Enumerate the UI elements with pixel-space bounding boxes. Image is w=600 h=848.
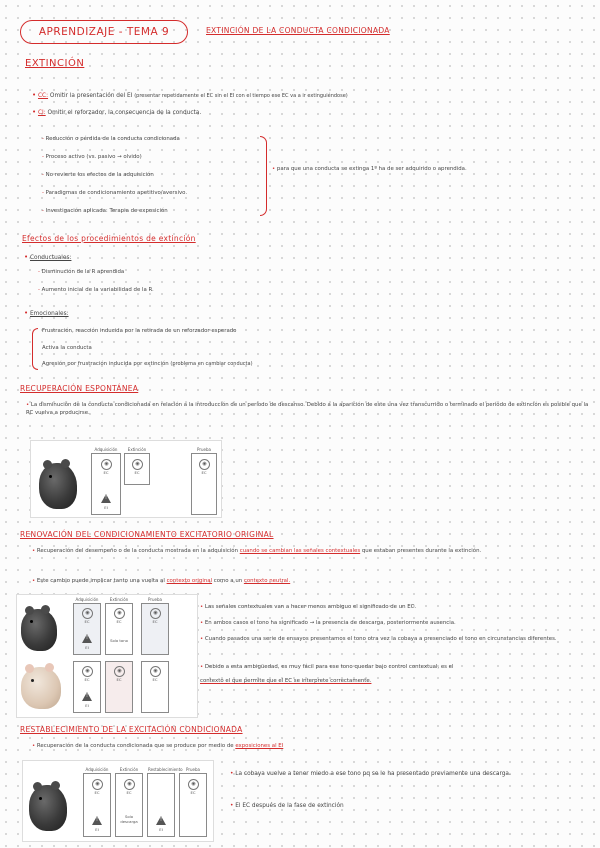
page-title: APRENDIZAJE - TEMA 9: [20, 20, 188, 44]
emocionales-label: • Emocionales:: [24, 309, 69, 317]
speaker-icon: ◉: [150, 666, 161, 677]
renovacion-bullet-1: • Recuperación del desempeño o de la conducta mostrada en la adquisición cuando se cambian las señales contextuales que estaban presentes durante la extinción.: [32, 548, 482, 554]
speaker-icon: ◉: [132, 459, 143, 470]
curly-brace: [260, 136, 267, 216]
extincion-list: [42, 136, 187, 226]
phase-panel-adquisicion: Adquisición ◉ EC ! EI: [91, 453, 121, 515]
efectos-heading: Efectos de los procedimientos de extinción: [22, 234, 196, 243]
shock-warning-icon: [92, 816, 102, 825]
recuperacion-heading: RECUPERACIÓN ESPONTÁNEA: [20, 384, 139, 393]
mouse-illustration: [21, 667, 61, 709]
speaker-icon: ◉: [114, 666, 125, 677]
figure-renovacion: [16, 594, 198, 718]
list-item: - Proceso activo (vs. pasivo → olvido): [42, 154, 142, 160]
phase-panel-prueba: Prueba ◉ EC: [191, 453, 217, 515]
renovacion-notes: [200, 604, 592, 692]
phase-panel-prueba: Prueba ◉ EC: [179, 773, 207, 837]
speaker-icon: ◉: [124, 779, 135, 790]
speaker-icon: ◉: [101, 459, 112, 470]
speaker-icon: ◉: [92, 779, 103, 790]
figure-restablecimiento: [22, 760, 214, 842]
restablecimiento-bullet: • Recuperación de la conducta condicionada que se produce por medio de exposiciones al EI: [32, 743, 284, 749]
extincion-heading: EXTINCIÓN: [25, 58, 85, 69]
list-item: - Aumento inicial de la variabilidad de la R.: [38, 287, 154, 293]
recuperacion-text: • La disminución de la conducta condicionada en relación a la introducción de un período de descanso. Debido a la aparición de este una vez transcurrido o terminado el período de extinción es posible que la RC vuelva a producirse.: [26, 402, 589, 416]
list-item: - Paradigmas de condicionamiento apetitivo/aversivo.: [42, 190, 188, 196]
phase-panel-adquisicion: ◉ EC ! EI: [73, 661, 101, 713]
speaker-icon: ◉: [114, 608, 125, 619]
list-item: Activa la conducta: [42, 345, 92, 351]
brace-note: • para que una conducta se extinga 1º ha de ser adquirido o aprendida.: [272, 166, 467, 172]
list-item: • Las señales contextuales van a hacer menos ambiguo el significado de un EC.: [200, 604, 417, 610]
list-item: Agresión por frustración inducida por extinción (problema en cambiar conducta): [42, 361, 253, 367]
list-item: • En ambos casos el tono ha significado → la presencia de descarga, posteriormente ausencia.: [200, 620, 456, 626]
figure-recuperacion: [30, 440, 222, 518]
mouse-illustration: [21, 609, 57, 651]
list-item: • El EC después de la fase de extinción: [230, 803, 344, 809]
ci-line: • CI: Omitir el reforzador, la consecuencia de la conducta.: [32, 108, 202, 116]
shock-warning-icon: [82, 692, 92, 701]
phase-panel-extincion: ◉ EC: [105, 661, 133, 713]
left-brace: [32, 328, 38, 370]
list-item: - No revierte los efectos de la adquisición: [42, 172, 154, 178]
list-item: - Disminución de la R aprendida: [38, 269, 125, 275]
phase-panel-prueba: ◉ EC: [141, 661, 169, 713]
renovacion-bullet-2: • Este cambio puede implicar tanto una vuelta al contexto original como a un contexto neutral.: [32, 578, 291, 584]
page-subtitle: EXTINCIÓN DE LA CONDUCTA CONDICIONADA: [206, 26, 390, 35]
mouse-illustration: [29, 785, 67, 831]
phase-panel-extincion: Extinción ◉ EC: [124, 453, 150, 485]
speaker-icon: ◉: [188, 779, 199, 790]
speaker-icon: ◉: [82, 666, 93, 677]
cc-line: • CC: Omitir la presentación del EI (presentar repetidamente el EC sin el EI con el tiempo ese EC va a ir extinguiéndose): [32, 91, 348, 99]
list-item: - Reducción o pérdida de la conducta condicionada: [42, 136, 180, 142]
phase-panel-adquisicion: Adquisición ◉ EC ! EI: [83, 773, 111, 837]
list-item: • Cuando pasados una serie de ensayos presentamos el tono otra vez la cobaya a presenciado el tono en circunstancias diferentes.: [200, 636, 557, 642]
phase-panel-restablecimiento: Restablecimiento ! EI: [147, 773, 175, 837]
restablecimiento-heading: RESTABLECIMIENTO DE LA EXCITACIÓN CONDICIONADA: [20, 725, 243, 734]
shock-warning-icon: [156, 816, 166, 825]
list-item: Frustración, reacción inducida por la retirada de un reforzador esperado: [42, 328, 237, 334]
phase-panel-adquisicion: Adquisición ◉ EC ! EI: [73, 603, 101, 655]
shock-warning-icon: [101, 494, 111, 503]
speaker-icon: ◉: [82, 608, 93, 619]
list-item: contexto el que permite que el EC se interprete correctamente.: [200, 678, 372, 684]
list-item: • Debido a esta ambigüedad, es muy fácil para ese tono quedar bajo control contextual, es el: [200, 664, 454, 670]
phase-panel-prueba: Prueba ◉ EC: [141, 603, 169, 655]
phase-panel-extincion: Extinción ◉ EC Solo descarga: [115, 773, 143, 837]
shock-warning-icon: [82, 634, 92, 643]
speaker-icon: ◉: [150, 608, 161, 619]
list-item: - Investigación aplicada: Terapia de exposición: [42, 208, 168, 214]
conductuales-label: • Conductuales:: [24, 253, 72, 261]
restablecimiento-notes: [230, 770, 570, 814]
phase-panel-extincion: Extinción ◉ EC Solo tono: [105, 603, 133, 655]
renovacion-heading: RENOVACIÓN DEL CONDICIONAMIENTO EXCITATORIO ORIGINAL: [20, 530, 274, 539]
list-item: • La cobaya vuelve a tener miedo a ese tono pq se le ha presentado previamente una descarga.: [230, 771, 511, 777]
speaker-icon: ◉: [199, 459, 210, 470]
mouse-illustration: [39, 463, 77, 509]
